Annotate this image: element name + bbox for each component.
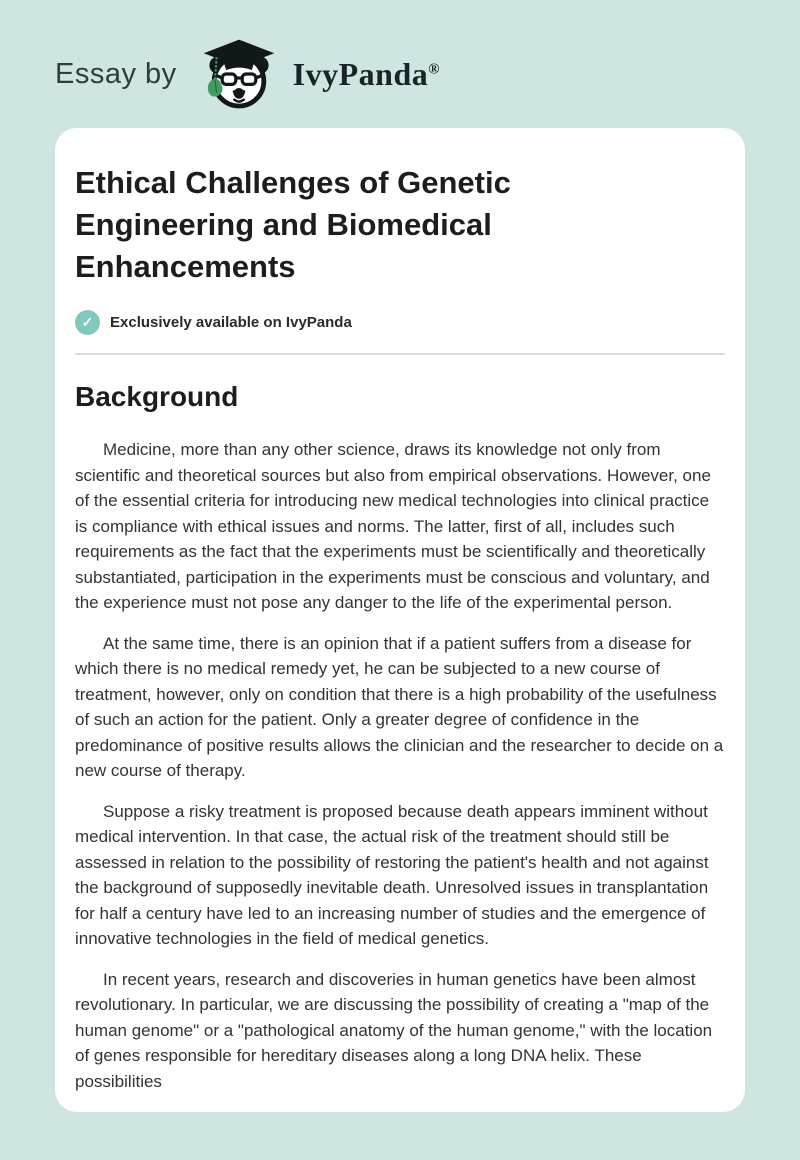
divider: [75, 353, 725, 355]
essay-by-label: Essay by: [55, 57, 177, 90]
availability-badge-label: Exclusively available on IvyPanda: [110, 314, 352, 331]
check-icon: ✓: [75, 310, 100, 335]
ivypanda-panda-logo-icon: [193, 38, 285, 110]
availability-badge: [75, 310, 725, 335]
paragraph: At the same time, there is an opinion that if a patient suffers from a disease for which there is no medical remedy yet, he can be subjected to a new course of treatment, however, only on condition that there is a high probability of the usefulness of such an action for the patient. Only a greater degree of confidence in the predominance of positive results allows the clinician and the researcher to decide on a new course of therapy.: [75, 633, 724, 780]
essay-title: Ethical Challenges of Genetic Engineering and Biomedical Enhancements: [75, 165, 511, 284]
essay-body: [75, 437, 725, 1094]
brand-name: IvyPanda: [292, 55, 429, 92]
paragraph: Medicine, more than any other science, draws its knowledge not only from scientific and theoretical sources but also from empirical observations. However, one of the essential criteria for introducing new medical technologies into clinical practice is compliance with ethical issues and norms. The latter, first of all, includes such requirements as the fact that the experiments must be scientifically and theoretically substantiated, participation in the experiments must be conscious and voluntary, and the experience must not pose any danger to the life of the experimental person.: [75, 440, 711, 612]
brand-wordmark: [293, 56, 440, 93]
section-heading-background: Background: [75, 381, 239, 412]
essay-card: [55, 128, 745, 1112]
paragraph: In recent years, research and discoveries in human genetics have been almost revolutionary. In particular, we are discussing the possibility of creating a "map of the human genome" or a "pathological anatomy of the human genome," with the location of genes responsible for hereditary diseases along a long DNA helix. These possibilities: [75, 969, 713, 1091]
registered-symbol: ®: [428, 60, 440, 77]
page-header: [0, 0, 800, 110]
paragraph: Suppose a risky treatment is proposed because death appears imminent without medical intervention. In that case, the actual risk of the treatment should still be assessed in relation to the possibility of restoring the patient's health and not against the background of supposedly inevitable death. Unresolved issues in transplantation for half a century have led to an increasing number of studies and the emergence of innovative technologies in the field of medical genetics.: [75, 801, 709, 948]
